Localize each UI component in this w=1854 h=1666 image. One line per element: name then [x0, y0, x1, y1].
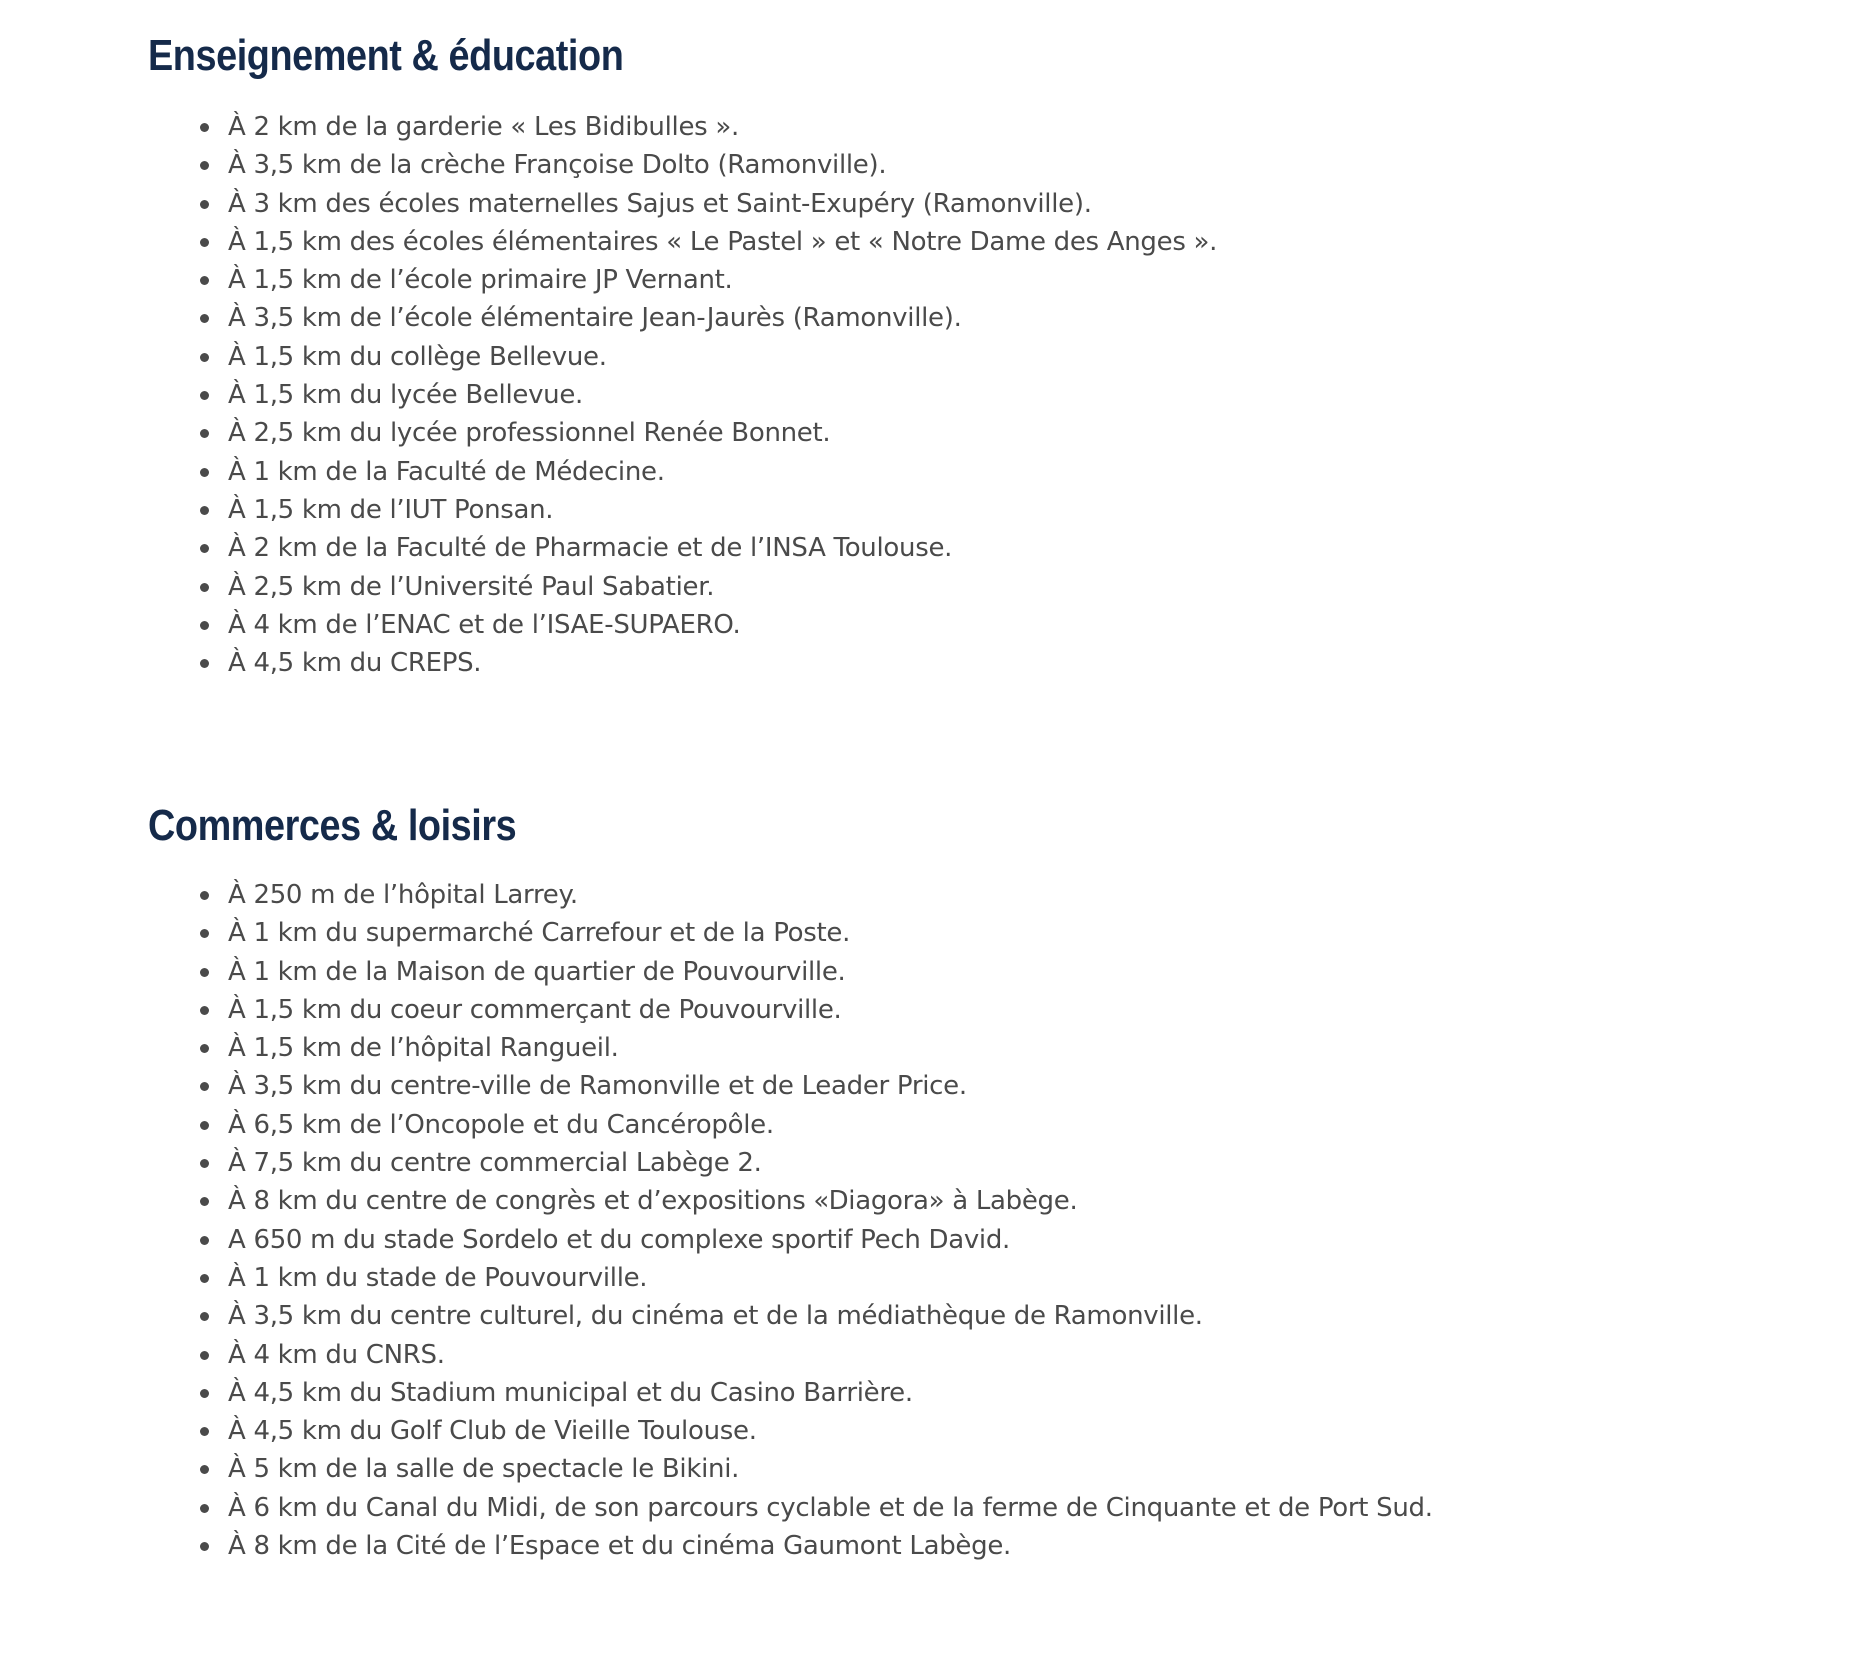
list-item: À 4 km du CNRS. [228, 1336, 1433, 1374]
list-item: À 3,5 km du centre-ville de Ramonville et de Leader Price. [228, 1067, 1433, 1105]
section-title-education: Enseignement & éducation [148, 31, 624, 80]
list-item: A 650 m du stade Sordelo et du complexe sportif Pech David. [228, 1221, 1433, 1259]
list-item: À 1,5 km de l’hôpital Rangueil. [228, 1029, 1433, 1067]
list-item: À 3,5 km de l’école élémentaire Jean-Jaurès (Ramonville). [228, 299, 1217, 337]
list-item: À 4 km de l’ENAC et de l’ISAE-SUPAERO. [228, 606, 1217, 644]
list-item: À 6,5 km de l’Oncopole et du Cancéropôle. [228, 1106, 1433, 1144]
list-item: À 1,5 km de l’IUT Ponsan. [228, 491, 1217, 529]
list-item: À 2 km de la garderie « Les Bidibulles ». [228, 108, 1217, 146]
list-item: À 1 km de la Maison de quartier de Pouvourville. [228, 953, 1433, 991]
commerce-list [200, 876, 1433, 1565]
list-item: À 5 km de la salle de spectacle le Bikini. [228, 1450, 1433, 1488]
section-title-commerce: Commerces & loisirs [148, 801, 517, 850]
list-item: À 3,5 km du centre culturel, du cinéma et de la médiathèque de Ramonville. [228, 1297, 1433, 1335]
list-item: À 2,5 km du lycée professionnel Renée Bonnet. [228, 414, 1217, 452]
list-item: À 4,5 km du Golf Club de Vieille Toulouse. [228, 1412, 1433, 1450]
list-item: À 4,5 km du Stadium municipal et du Casino Barrière. [228, 1374, 1433, 1412]
list-item: À 1,5 km du lycée Bellevue. [228, 376, 1217, 414]
list-item: À 8 km du centre de congrès et d’expositions «Diagora» à Labège. [228, 1182, 1433, 1220]
list-item: À 1 km du stade de Pouvourville. [228, 1259, 1433, 1297]
list-item: À 4,5 km du CREPS. [228, 644, 1217, 682]
list-item: À 1,5 km de l’école primaire JP Vernant. [228, 261, 1217, 299]
list-item: À 7,5 km du centre commercial Labège 2. [228, 1144, 1433, 1182]
list-item: À 2,5 km de l’Université Paul Sabatier. [228, 568, 1217, 606]
list-item: À 1 km du supermarché Carrefour et de la Poste. [228, 914, 1433, 952]
list-item: À 250 m de l’hôpital Larrey. [228, 876, 1433, 914]
list-item: À 8 km de la Cité de l’Espace et du cinéma Gaumont Labège. [228, 1527, 1433, 1565]
list-item: À 3 km des écoles maternelles Sajus et Saint-Exupéry (Ramonville). [228, 185, 1217, 223]
list-item: À 1,5 km des écoles élémentaires « Le Pastel » et « Notre Dame des Anges ». [228, 223, 1217, 261]
list-item: À 6 km du Canal du Midi, de son parcours cyclable et de la ferme de Cinquante et de Port Sud. [228, 1489, 1433, 1527]
list-item: À 1,5 km du collège Bellevue. [228, 338, 1217, 376]
education-list [200, 108, 1217, 682]
list-item: À 3,5 km de la crèche Françoise Dolto (Ramonville). [228, 146, 1217, 184]
list-item: À 1,5 km du coeur commerçant de Pouvourville. [228, 991, 1433, 1029]
list-item: À 2 km de la Faculté de Pharmacie et de l’INSA Toulouse. [228, 529, 1217, 567]
list-item: À 1 km de la Faculté de Médecine. [228, 453, 1217, 491]
